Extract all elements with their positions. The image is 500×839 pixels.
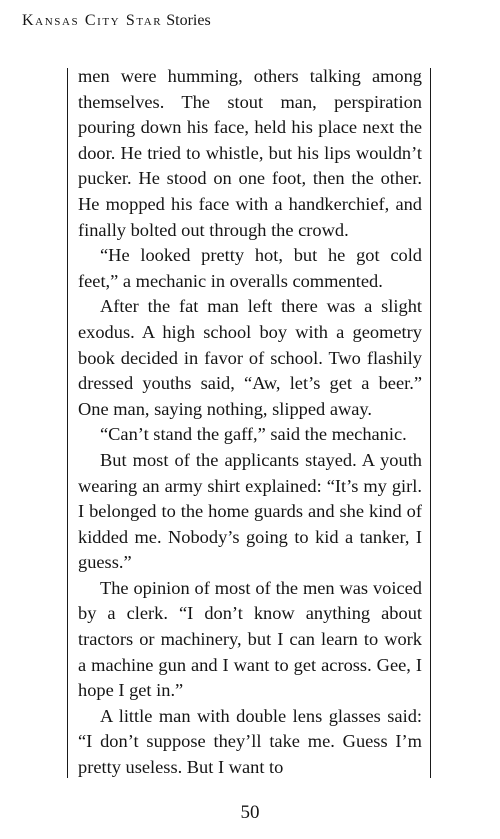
paragraph-7: A little man with double lens glasses said: “I don’t suppose they’ll take me. Guess I’m pretty useless. But I want to [78,705,422,778]
paragraph-1: men were humming, others talking among themselves. The stout man, perspiration pouring down his face, held his place next the door. He tried to whistle, but his lips wouldn’t pucker. He stood on one foot, then the other. He mopped his face with a handkerchief, and finally bolted out through the crowd. [78,66,422,240]
page-number: 50 [240,802,260,823]
running-head-publication: Kansas City Star [22,12,163,29]
paragraph-4: “Can’t stand the gaff,” said the mechanic. [100,424,407,445]
story-text [78,64,422,781]
running-head [22,11,211,31]
paragraph-3: After the fat man left there was a slight exodus. A high school boy with a geometry book decided in favor of school. Two flashily dressed youths said, “Aw, let’s get a beer.” One man, saying nothing, slipped away. [78,296,422,419]
paragraph-2: “He looked pretty hot, but he got cold feet,” a mechanic in overalls commented. [78,245,422,291]
paragraph-5: But most of the applicants stayed. A youth wearing an army shirt explained: “It’s my girl. I belonged to the home guards and she kind of kidded me. Nobody’s going to kid a tanker, I guess.” [78,449,422,573]
running-head-section: Stories [166,12,211,29]
margin-rule-right [430,68,431,778]
paragraph-6: The opinion of most of the men was voiced by a clerk. “I don’t know anything about tractors or machinery, but I can learn to work a machine gun and I want to get across. Gee, I hope I get in.” [78,577,422,701]
margin-rule-left [67,68,68,778]
